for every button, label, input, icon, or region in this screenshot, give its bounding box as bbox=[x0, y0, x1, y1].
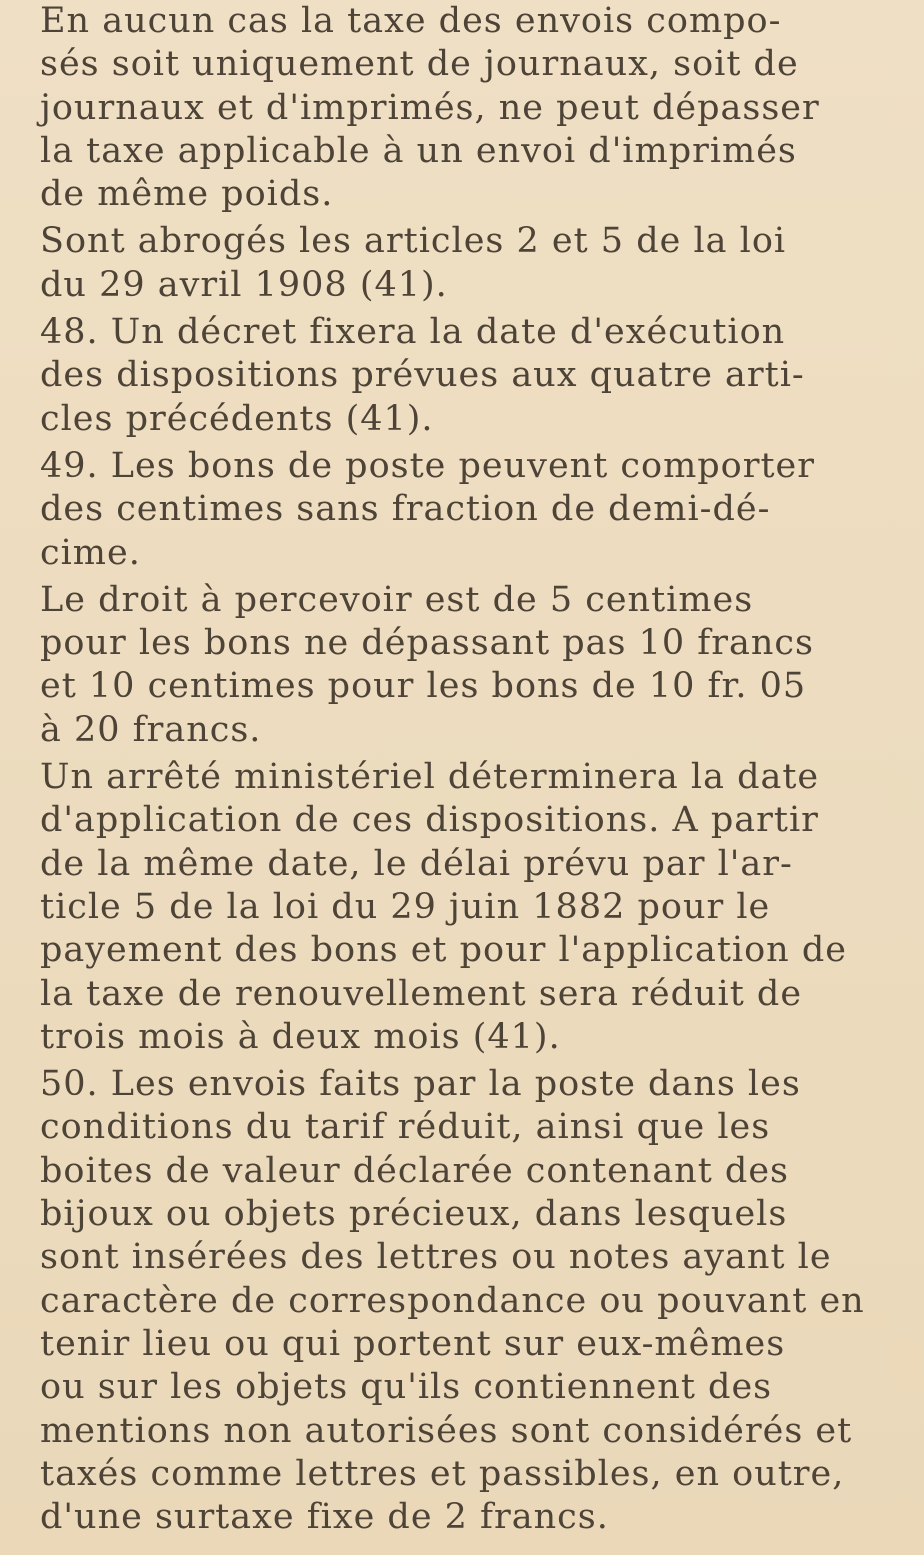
text-line: boites de valeur déclarée contenant des bbox=[40, 1150, 789, 1191]
text-line: cles précédents (41). bbox=[40, 398, 434, 439]
text-line: 48. Un décret fixera la date d'exécution bbox=[40, 312, 786, 353]
text-line: Sont abrogés les articles 2 et 5 de la loi bbox=[40, 221, 787, 262]
text-line: 49. Les bons de poste peuvent comporter bbox=[40, 445, 815, 486]
text-line: des centimes sans fraction de demi-dé- bbox=[40, 489, 771, 530]
text-line: de même poids. bbox=[40, 174, 334, 215]
paragraph-droit-percevoir bbox=[8, 579, 912, 752]
paragraph-arrete-ministeriel bbox=[8, 756, 912, 1059]
text-line: taxés comme lettres et passibles, en outre, bbox=[40, 1453, 845, 1494]
text-line: d'application de ces dispositions. A partir bbox=[40, 800, 819, 841]
text-line: à 20 francs. bbox=[40, 709, 262, 750]
text-line: payement des bons et pour l'application de bbox=[40, 930, 847, 971]
text-line: la taxe de renouvellement sera réduit de bbox=[40, 973, 803, 1014]
text-line: En aucun cas la taxe des envois compo- bbox=[40, 1, 782, 41]
text-line: mentions non autorisées sont considérés et bbox=[40, 1410, 853, 1451]
text-line: conditions du tarif réduit, ainsi que les bbox=[40, 1107, 771, 1148]
text-line: 50. Les envois faits par la poste dans les bbox=[40, 1064, 801, 1105]
text-line: sont insérées des lettres ou notes ayant le bbox=[40, 1237, 832, 1278]
text-line: et 10 centimes pour les bons de 10 fr. 05 bbox=[40, 666, 807, 707]
text-line: Le droit à percevoir est de 5 centimes bbox=[40, 579, 754, 620]
text-line: trois mois à deux mois (41). bbox=[40, 1016, 561, 1057]
text-line: tenir lieu ou qui portent sur eux-mêmes bbox=[40, 1323, 786, 1364]
text-line: sés soit uniquement de journaux, soit de bbox=[40, 44, 799, 85]
paragraph-article-50 bbox=[8, 1063, 912, 1539]
text-line: ticle 5 de la loi du 29 juin 1882 pour le bbox=[40, 886, 771, 927]
paragraph-taxe-envois bbox=[8, 0, 912, 216]
text-line: pour les bons ne dépassant pas 10 francs bbox=[40, 623, 814, 664]
paragraph-article-49 bbox=[8, 445, 912, 575]
paragraph-article-48 bbox=[8, 311, 912, 441]
text-line: des dispositions prévues aux quatre arti- bbox=[40, 355, 805, 396]
text-line: cime. bbox=[40, 532, 141, 573]
text-line: journaux et d'imprimés, ne peut dépasser bbox=[40, 87, 820, 128]
text-line: caractère de correspondance ou pouvant en bbox=[40, 1280, 865, 1321]
text-line: ou sur les objets qu'ils contiennent des bbox=[40, 1367, 773, 1408]
text-line: d'une surtaxe fixe de 2 francs. bbox=[40, 1497, 609, 1538]
text-line: du 29 avril 1908 (41). bbox=[40, 264, 448, 305]
paragraph-abrogation bbox=[8, 220, 912, 307]
text-line: de la même date, le délai prévu par l'ar- bbox=[40, 843, 793, 884]
text-line: Un arrêté ministériel déterminera la date bbox=[40, 757, 820, 798]
text-line: la taxe applicable à un envoi d'imprimés bbox=[40, 130, 797, 171]
text-line: bijoux ou objets précieux, dans lesquels bbox=[40, 1194, 788, 1235]
